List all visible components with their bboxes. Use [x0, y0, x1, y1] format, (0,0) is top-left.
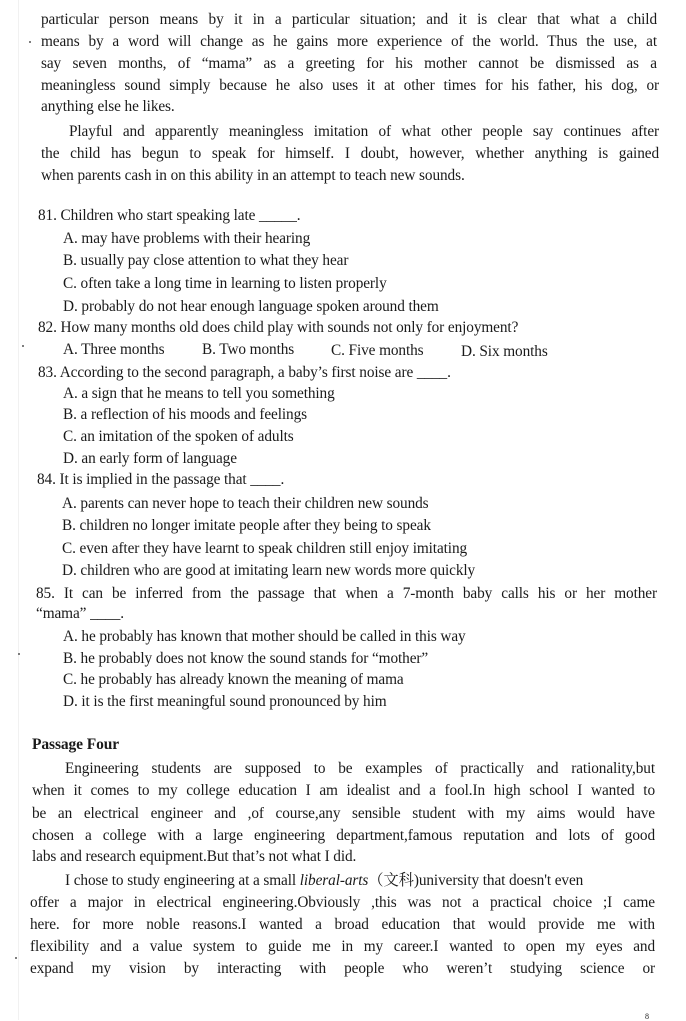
passage-line: offer a major in electrical engineering.Obviously ,this was not a practical choice ;I came — [30, 894, 655, 911]
question-81-option-b[interactable]: B. usually pay close attention to what they hear — [63, 252, 349, 269]
passage-line: labs and research equipment.But that’s not what I did. — [32, 848, 357, 865]
passage-line: Engineering students are supposed to be examples of practically and rationality,but — [65, 760, 655, 777]
scan-edge — [18, 0, 19, 1020]
passage-line: when it comes to my college education I am idealist and a fool.In high school I wanted to — [32, 782, 655, 799]
question-85-stem: 85. It can be inferred from the passage that when a 7-month baby calls his or her mother — [36, 585, 657, 602]
question-84-option-a[interactable]: A. parents can never hope to teach their children new sounds — [62, 495, 429, 512]
question-83-option-d[interactable]: D. an early form of language — [63, 450, 237, 467]
passage-four-title: Passage Four — [32, 736, 120, 753]
scan-speck — [22, 345, 24, 347]
passage-line: anything else he likes. — [41, 98, 175, 115]
question-83-option-a[interactable]: A. a sign that he means to tell you something — [63, 385, 335, 402]
question-85-option-c[interactable]: C. he probably has already known the meaning of mama — [63, 671, 404, 688]
text-run: I chose to study engineering at a small — [65, 872, 300, 889]
question-85-option-a[interactable]: A. he probably has known that mother should be called in this way — [63, 628, 466, 645]
question-83-option-c[interactable]: C. an imitation of the spoken of adults — [63, 428, 294, 445]
italic-term: liberal-arts — [299, 872, 369, 889]
question-82-option-a[interactable]: A. Three months — [63, 341, 165, 358]
question-83-stem: 83. According to the second paragraph, a baby’s first noise are ____. — [38, 364, 451, 381]
passage-line: meaningless sound simply because he also uses it at other times for his father, his dog, or — [41, 77, 659, 94]
question-83-option-b[interactable]: B. a reflection of his moods and feelings — [63, 406, 307, 423]
question-82-stem: 82. How many months old does child play with sounds not only for enjoyment? — [38, 319, 519, 336]
scan-speck — [15, 957, 17, 959]
question-81-option-a[interactable]: A. may have problems with their hearing — [63, 230, 311, 247]
question-85-stem-cont: “mama” ____. — [36, 605, 124, 622]
question-82-option-b[interactable]: B. Two months — [202, 341, 295, 358]
question-82-option-d[interactable]: D. Six months — [461, 343, 548, 360]
passage-line: Playful and apparently meaningless imitation of what other people say continues after — [69, 123, 659, 140]
page-number: 8 — [645, 1012, 649, 1021]
passage-line: means by a word will change as he gains more experience of the world. Thus the use, at — [41, 33, 657, 50]
question-81-option-d[interactable]: D. probably do not hear enough language spoken around them — [63, 298, 439, 315]
scan-speck — [18, 653, 20, 655]
passage-line: the child has begun to speak for himself. I doubt, however, whether anything is gained — [41, 145, 659, 162]
scan-speck — [29, 41, 31, 43]
question-84-stem: 84. It is implied in the passage that ____. — [37, 471, 285, 488]
passage-line: expand my vision by interacting with people who weren’t studying science or — [30, 960, 655, 977]
passage-line: say seven months, of “mama” as a greeting for his mother cannot be dismissed as a — [41, 55, 657, 72]
question-84-option-d[interactable]: D. children who are good at imitating learn new words more quickly — [62, 562, 476, 579]
question-85-option-b[interactable]: B. he probably does not know the sound stands for “mother” — [63, 650, 429, 667]
passage-line: be an electrical engineer and ,of course,any sensible student with my aims would have — [32, 805, 655, 822]
question-82-option-c[interactable]: C. Five months — [331, 342, 424, 359]
passage-line: flexibility and a value system to guide me in my career.I wanted to open my eyes and — [30, 938, 655, 955]
question-81-stem: 81. Children who start speaking late _____. — [38, 207, 301, 224]
text-run: （文科)university that doesn't even — [368, 872, 584, 889]
question-84-option-c[interactable]: C. even after they have learnt to speak children still enjoy imitating — [62, 540, 468, 557]
passage-line: here. for more noble reasons.I wanted a broad education that would provide me with — [30, 916, 655, 933]
question-81-option-c[interactable]: C. often take a long time in learning to listen properly — [63, 275, 387, 292]
question-85-option-d[interactable]: D. it is the first meaningful sound pronounced by him — [63, 693, 387, 710]
passage-line: when parents cash in on this ability in an attempt to teach new sounds. — [41, 167, 465, 184]
passage-line: particular person means by it in a particular situation; and it is clear that what a child — [41, 11, 657, 28]
passage-line — [65, 871, 655, 891]
question-84-option-b[interactable]: B. children no longer imitate people after they being to speak — [62, 517, 431, 534]
passage-line: chosen a college with a large engineering department,famous reputation and lots of good — [32, 827, 655, 844]
